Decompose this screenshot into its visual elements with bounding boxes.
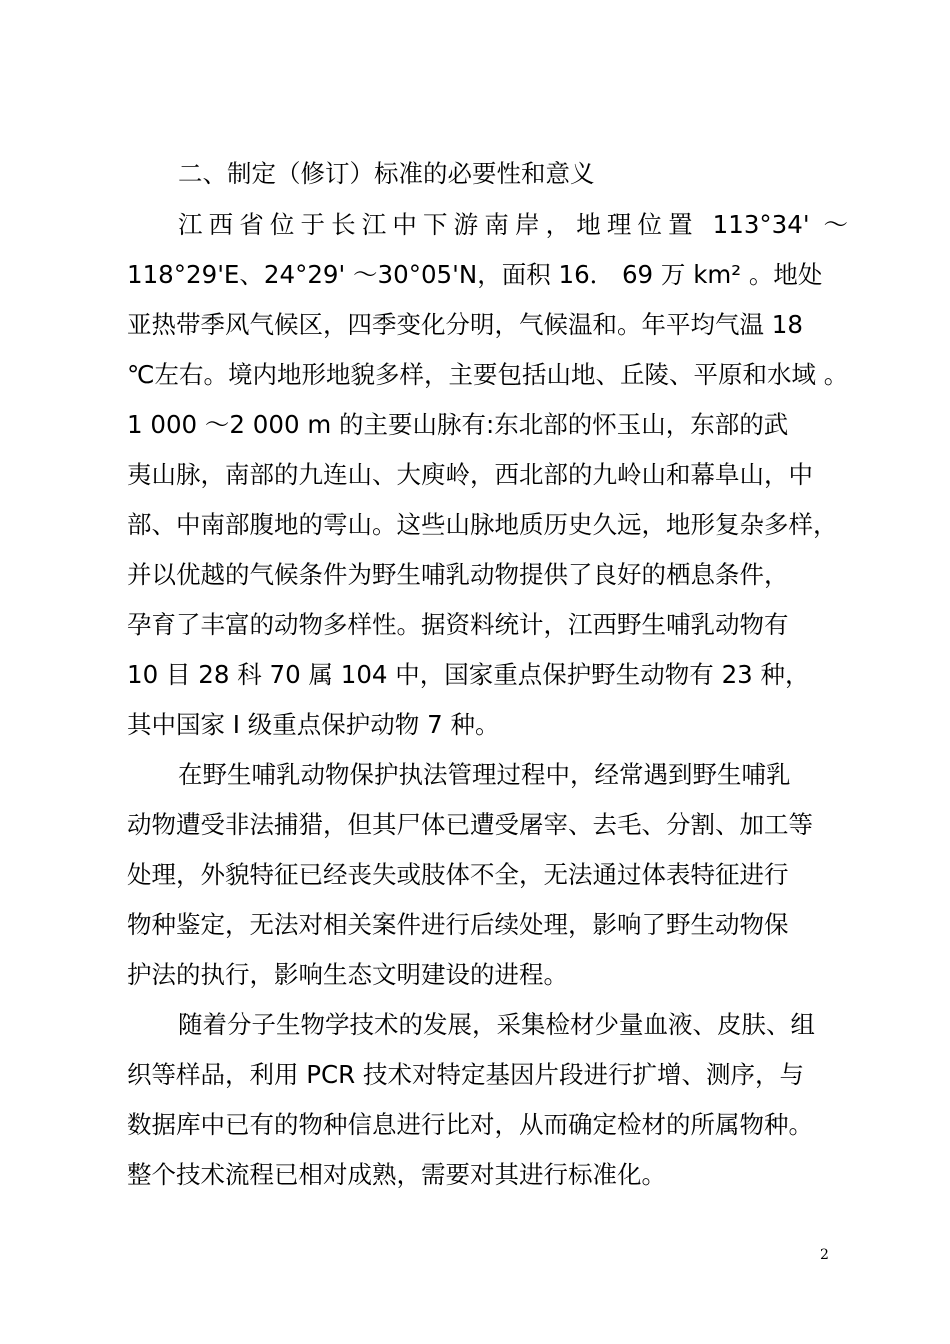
paragraph-2-line-1: 在野生哺乳动物保护执法管理过程中，经常遇到野生哺乳 bbox=[178, 760, 791, 789]
paragraph-1-line-9: 孕育了丰富的动物多样性。据资料统计，江西野生哺乳动物有 bbox=[127, 610, 789, 639]
page-number: 2 bbox=[820, 1247, 829, 1263]
paragraph-1-line-7: 部、中南部腹地的雩山。这些山脉地质历史久远，地形复杂多样， bbox=[127, 510, 838, 539]
paragraph-1-line-1: 江西省位于长江中下游南岸，地理位置 113°34' ～ bbox=[178, 210, 848, 239]
paragraph-2-line-3: 处理，外貌特征已经丧失或肢体不全，无法通过体表特征进行 bbox=[127, 860, 789, 889]
paragraph-1-line-6: 夷山脉，南部的九连山、大庾岭，西北部的九岭山和幕阜山，中 bbox=[127, 460, 813, 489]
paragraph-1-line-3: 亚热带季风气候区，四季变化分明，气候温和。年平均气温 18 bbox=[127, 310, 803, 339]
paragraph-2-line-4: 物种鉴定，无法对相关案件进行后续处理，影响了野生动物保 bbox=[127, 910, 789, 939]
paragraph-2-line-2: 动物遭受非法捕猎，但其尸体已遭受屠宰、去毛、分割、加工等 bbox=[127, 810, 813, 839]
paragraph-3-line-2: 织等样品，利用 PCR 技术对特定基因片段进行扩增、测序，与 bbox=[127, 1060, 804, 1089]
paragraph-1-line-8: 并以优越的气候条件为野生哺乳动物提供了良好的栖息条件， bbox=[127, 560, 789, 589]
paragraph-3-line-4: 整个技术流程已相对成熟，需要对其进行标准化。 bbox=[127, 1160, 666, 1189]
paragraph-1-line-11: 其中国家 I 级重点保护动物 7 种。 bbox=[127, 710, 500, 739]
paragraph-1-line-10: 10 目 28 科 70 属 104 中，国家重点保护野生动物有 23 种， bbox=[127, 660, 810, 689]
paragraph-1-line-4: ℃左右。境内地形地貌多样，主要包括山地、丘陵、平原和水域 。 bbox=[127, 360, 849, 389]
paragraph-1-line-5: 1 000 ～2 000 m 的主要山脉有:东北部的怀玉山，东部的武 bbox=[127, 410, 789, 439]
paragraph-3-line-3: 数据库中已有的物种信息进行比对，从而确定检材的所属物种。 bbox=[127, 1110, 813, 1139]
section-heading: 二、制定（修订）标准的必要性和意义 bbox=[178, 159, 595, 188]
paragraph-1-line-2: 118°29'E、24°29' ～30°05'N，面积 16． 69 万 km² 。地处 bbox=[127, 260, 823, 289]
paragraph-3-line-1: 随着分子生物学技术的发展，采集检材少量血液、皮肤、组 bbox=[178, 1010, 815, 1039]
paragraph-2-line-5: 护法的执行，影响生态文明建设的进程。 bbox=[127, 960, 568, 989]
